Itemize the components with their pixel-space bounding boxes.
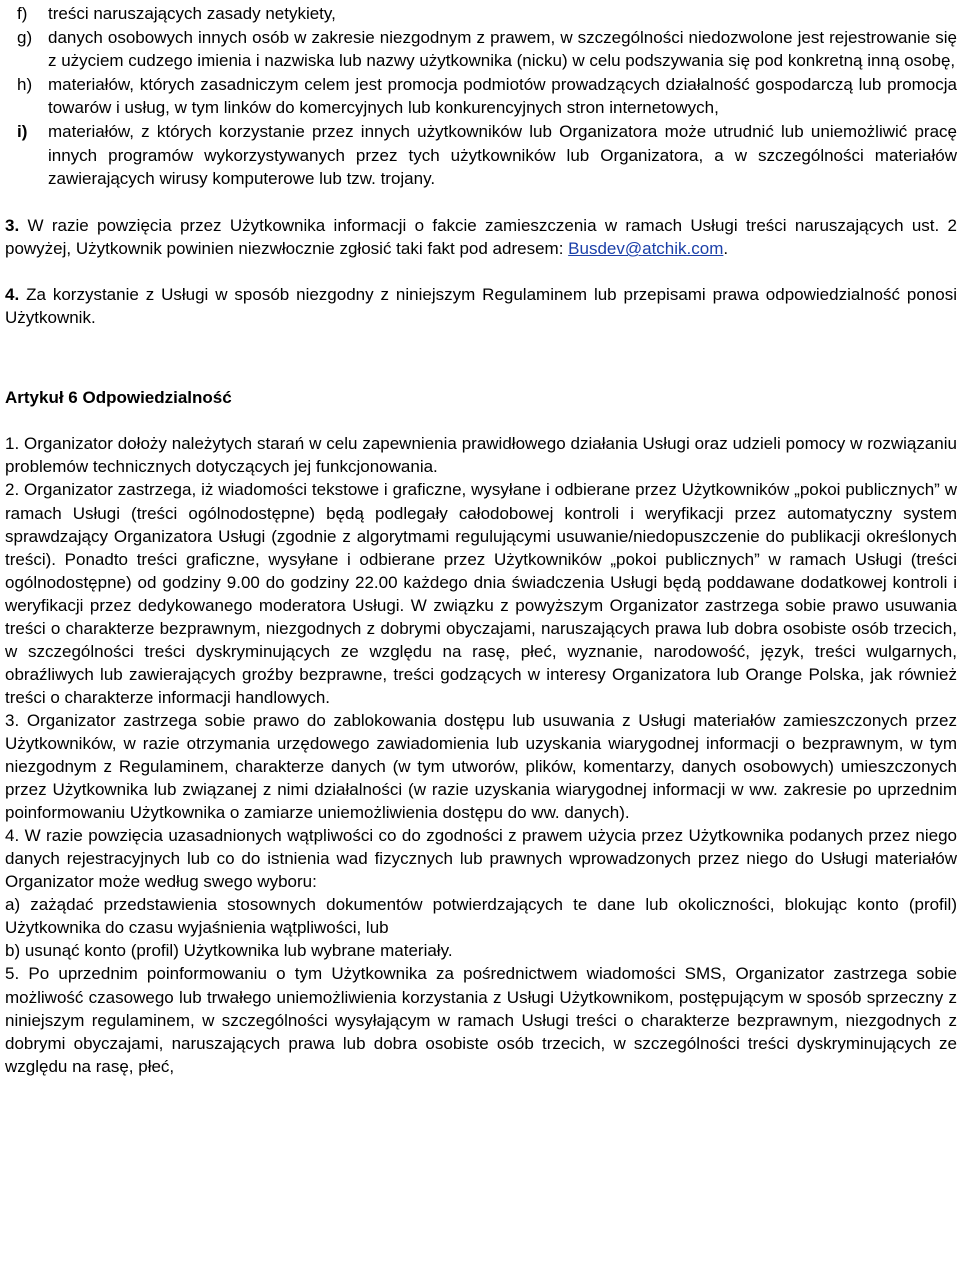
list-item-letter: i) bbox=[17, 121, 28, 141]
article-paragraph: 4. W razie powzięcia uzasadnionych wątpliwości co do zgodności z prawem użycia przez Użytkownika podanych przez niego danych rejestracyjnych lub co do istnienia wad fizycznych lub prawnych wprowadzonych przez niego do Usługi materiałów Organizator może według swego wyboru: bbox=[5, 826, 957, 892]
list-item-letter: g) bbox=[17, 27, 33, 47]
list-item bbox=[5, 26, 957, 73]
article-paragraph: a) zażądać przedstawienia stosownych dokumentów potwierdzających te dane lub okoliczności, blokując konto (profil) Użytkownika do czasu wyjaśnienia wątpliwości, lub bbox=[5, 895, 957, 938]
paragraph-number: 3. bbox=[5, 215, 20, 235]
paragraph-end: . bbox=[723, 239, 729, 259]
list-item bbox=[5, 2, 957, 26]
list-item-text: treści naruszających zasady netykiety, bbox=[48, 4, 336, 23]
paragraph-3 bbox=[5, 214, 957, 261]
article-paragraph: 2. Organizator zastrzega, iż wiadomości tekstowe i graficzne, wysyłane i odbierane przez Użytkowników „pokoi publicznych” w ramach Usługi (treści ogólnodostępne) będą podlegały całodobowej kontroli i weryfikacji przez automatyczny system sprawdzający Organizatora Usługi (zgodnie z algorytmami regulującymi usuwanie/niedopuszczenie do publikacji określonych treści). Ponadto treści graficzne, wysyłane i odbierane przez Użytkowników „pokoi publicznych” w ramach Usługi (treści ogólnodostępne) od godziny 9.00 do godziny 22.00 każdego dnia świadczenia Usługi będą poddawane dodatkowej kontroli i weryfikacji przez dedykowanego moderatora Usługi. W związku z powyższym Organizator zastrzega sobie prawo usuwania treści o charakterze bezprawnym, niezgodnych z dobrymi obyczajami, naruszających prawa lub dobra osobiste osób trzecich, w szczególności treści dyskryminujących ze względu na rasę, płeć, wyznanie, narodowość, język, treści wulgarnych, obraźliwych lub zawierających groźby bezprawne, treści godzących w interesy Organizatora lub Orange Polska, jak również treści o charakterze informacji handlowych. bbox=[5, 480, 957, 707]
paragraph-text: W razie powzięcia przez Użytkownika informacji o fakcie zamieszczenia w ramach Usługi treści naruszających ust. 2 powyżej, Użytkownik powinien niezwłocznie zgłosić taki fakt pod adresem: bbox=[5, 215, 957, 259]
list-item bbox=[5, 120, 957, 191]
list-item-letter: f) bbox=[17, 4, 28, 23]
list-item-text: materiałów, z których korzystanie przez innych użytkowników lub Organizatora może utrudnić lub uniemożliwić pracę innych programów wykorzystywanych przez tych użytkowników lub Organizatora, a w szczególności materiałów zawierających wirusy komputerowe lub tzw. trojany. bbox=[48, 121, 957, 189]
article-paragraph: 3. Organizator zastrzega sobie prawo do zablokowania dostępu lub usuwania z Usługi materiałów zamieszczonych przez Użytkowników, w razie otrzymania urzędowego zawiadomienia lub uzyskania wiarygodnej informacji o bezprawnym, w tym niezgodnym z Regulaminem, charakterze danych (w tym utworów, plików, komentarzy, danych osobowych) umieszczonych przez Użytkownika lub związanej z nimi działalności (w razie uzyskania wiarygodnej informacji w ww. zakresie po uprzednim poinformowaniu Użytkownika o zamiarze uniemożliwienia dostępu do ww. danych). bbox=[5, 710, 957, 823]
article-body bbox=[5, 432, 957, 1077]
list-item bbox=[5, 73, 957, 120]
list-item-text: danych osobowych innych osób w zakresie niezgodnym z prawem, w szczególności niedozwolone jest rejestrowanie się z użyciem cudzego imienia i nazwiska lub nazwy użytkownika (nicku) w celu podszywania się pod konkretną inną osobę, bbox=[48, 27, 957, 71]
document-page bbox=[5, 0, 957, 1078]
article-heading: Artykuł 6 Odpowiedzialność bbox=[5, 388, 232, 408]
article-paragraph: 1. Organizator dołoży należytych starań w celu zapewnienia prawidłowego działania Usługi oraz udzieli pomocy w rozwiązaniu problemów technicznych dotyczących jej funkcjonowania. bbox=[5, 434, 957, 477]
list-item-letter: h) bbox=[17, 74, 33, 94]
article-paragraph: 5. Po uprzednim poinformowaniu o tym Użytkownika za pośrednictwem wiadomości SMS, Organizator zastrzega sobie możliwość czasowego lub trwałego uniemożliwienia korzystania z Usługi Użytkownikom, postępującym w sposób sprzeczny z niniejszym regulaminem, w szczególności wysyłającym w ramach Usługi treści o charakterze bezprawnym, niezgodnych z dobrymi obyczajami, naruszających prawa lub dobra osobiste osób trzecich, w szczególności treści dyskryminujących ze względu na rasę, płeć, bbox=[5, 964, 957, 1076]
email-link[interactable]: Busdev@atchik.com bbox=[568, 239, 724, 259]
paragraph-number: 4. bbox=[5, 284, 20, 304]
prohibited-content-list bbox=[5, 2, 957, 191]
list-item-text: materiałów, których zasadniczym celem jest promocja podmiotów prowadzących działalność gospodarczą lub promocja towarów i usług, w tym linków do komercyjnych lub konkurencyjnych stron internetowych, bbox=[48, 74, 957, 118]
article-paragraph: b) usunąć konto (profil) Użytkownika lub wybrane materiały. bbox=[5, 941, 453, 961]
paragraph-text: Za korzystanie z Usługi w sposób niezgodny z niniejszym Regulaminem lub przepisami prawa odpowiedzialność ponosi Użytkownik. bbox=[5, 284, 957, 327]
paragraph-4 bbox=[5, 283, 957, 330]
